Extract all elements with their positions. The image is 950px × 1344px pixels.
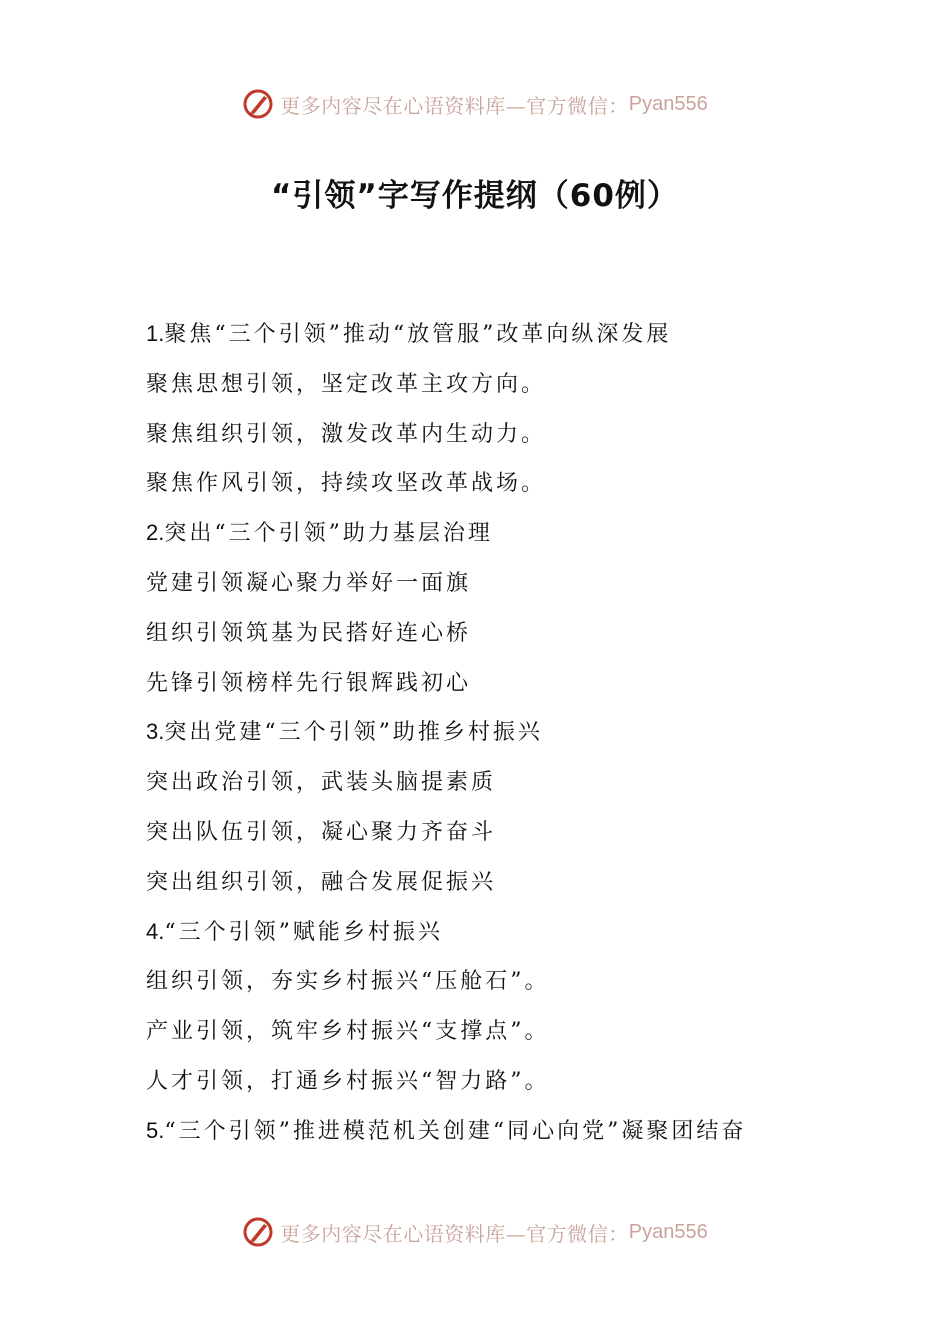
item-text: 组织引领筑基为民搭好连心桥 [146,620,472,646]
outline-list [146,314,846,1161]
list-item [146,812,846,862]
header-banner-text: 更多内容尽在心语资料库—官方微信： [280,93,629,118]
item-number: 3. [146,719,165,745]
list-item [146,613,846,663]
item-text: “三个引领”赋能乡村振兴 [164,919,443,945]
item-text: 人才引领，打通乡村振兴“智力路”。 [146,1068,550,1094]
list-item [146,762,846,812]
footer-wechat-id: Pyan556 [628,1220,708,1243]
list-item [146,663,846,713]
list-item [146,961,846,1011]
header-banner [0,84,950,124]
list-item [146,912,846,962]
list-item [146,414,846,464]
item-text: 党建引领凝心聚力举好一面旗 [146,570,472,596]
document-title: “引领”字写作提纲（60例） [271,178,679,214]
item-text: 突出党建“三个引领”助推乡村振兴 [164,720,543,746]
item-text: 产业引领，筑牢乡村振兴“支撑点”。 [146,1019,550,1045]
item-text: 突出组织引领，融合发展促振兴 [146,869,497,895]
list-item [146,862,846,912]
list-item [146,314,846,364]
list-item [146,563,846,613]
item-number: 4. [146,918,165,944]
item-text: 聚焦作风引领，持续攻坚改革战场。 [146,471,547,497]
item-number: 5. [146,1117,165,1143]
item-number: 2. [146,520,165,546]
item-text: 突出政治引领，武装头脑提素质 [146,770,497,796]
footer-banner [0,1212,950,1252]
item-number: 1. [146,321,165,346]
footer-banner-text: 更多内容尽在心语资料库—官方微信： [280,1221,629,1246]
item-text: “三个引领”推进模范机关创建“同心向党”凝聚团结奋 [164,1118,747,1144]
item-text: 突出“三个引领”助力基层治理 [164,521,493,547]
item-text: 聚焦“三个引领”推动“放管服”改革向纵深发展 [164,322,672,347]
pen-logo-icon [242,1216,274,1248]
list-item [146,712,846,762]
list-item [146,463,846,513]
pen-logo-icon [242,88,274,120]
header-wechat-id: Pyan556 [628,92,708,115]
list-item [146,1111,846,1161]
item-text: 聚焦思想引领，坚定改革主攻方向。 [146,371,547,397]
item-text: 突出队伍引领，凝心聚力齐奋斗 [146,819,497,845]
item-text: 聚焦组织引领，激发改革内生动力。 [146,421,547,447]
item-text: 组织引领，夯实乡村振兴“压舱石”。 [146,969,550,995]
list-item [146,1011,846,1061]
item-text: 先锋引领榜样先行银辉践初心 [146,670,472,696]
list-item [146,1061,846,1111]
list-item [146,364,846,414]
list-item [146,513,846,563]
